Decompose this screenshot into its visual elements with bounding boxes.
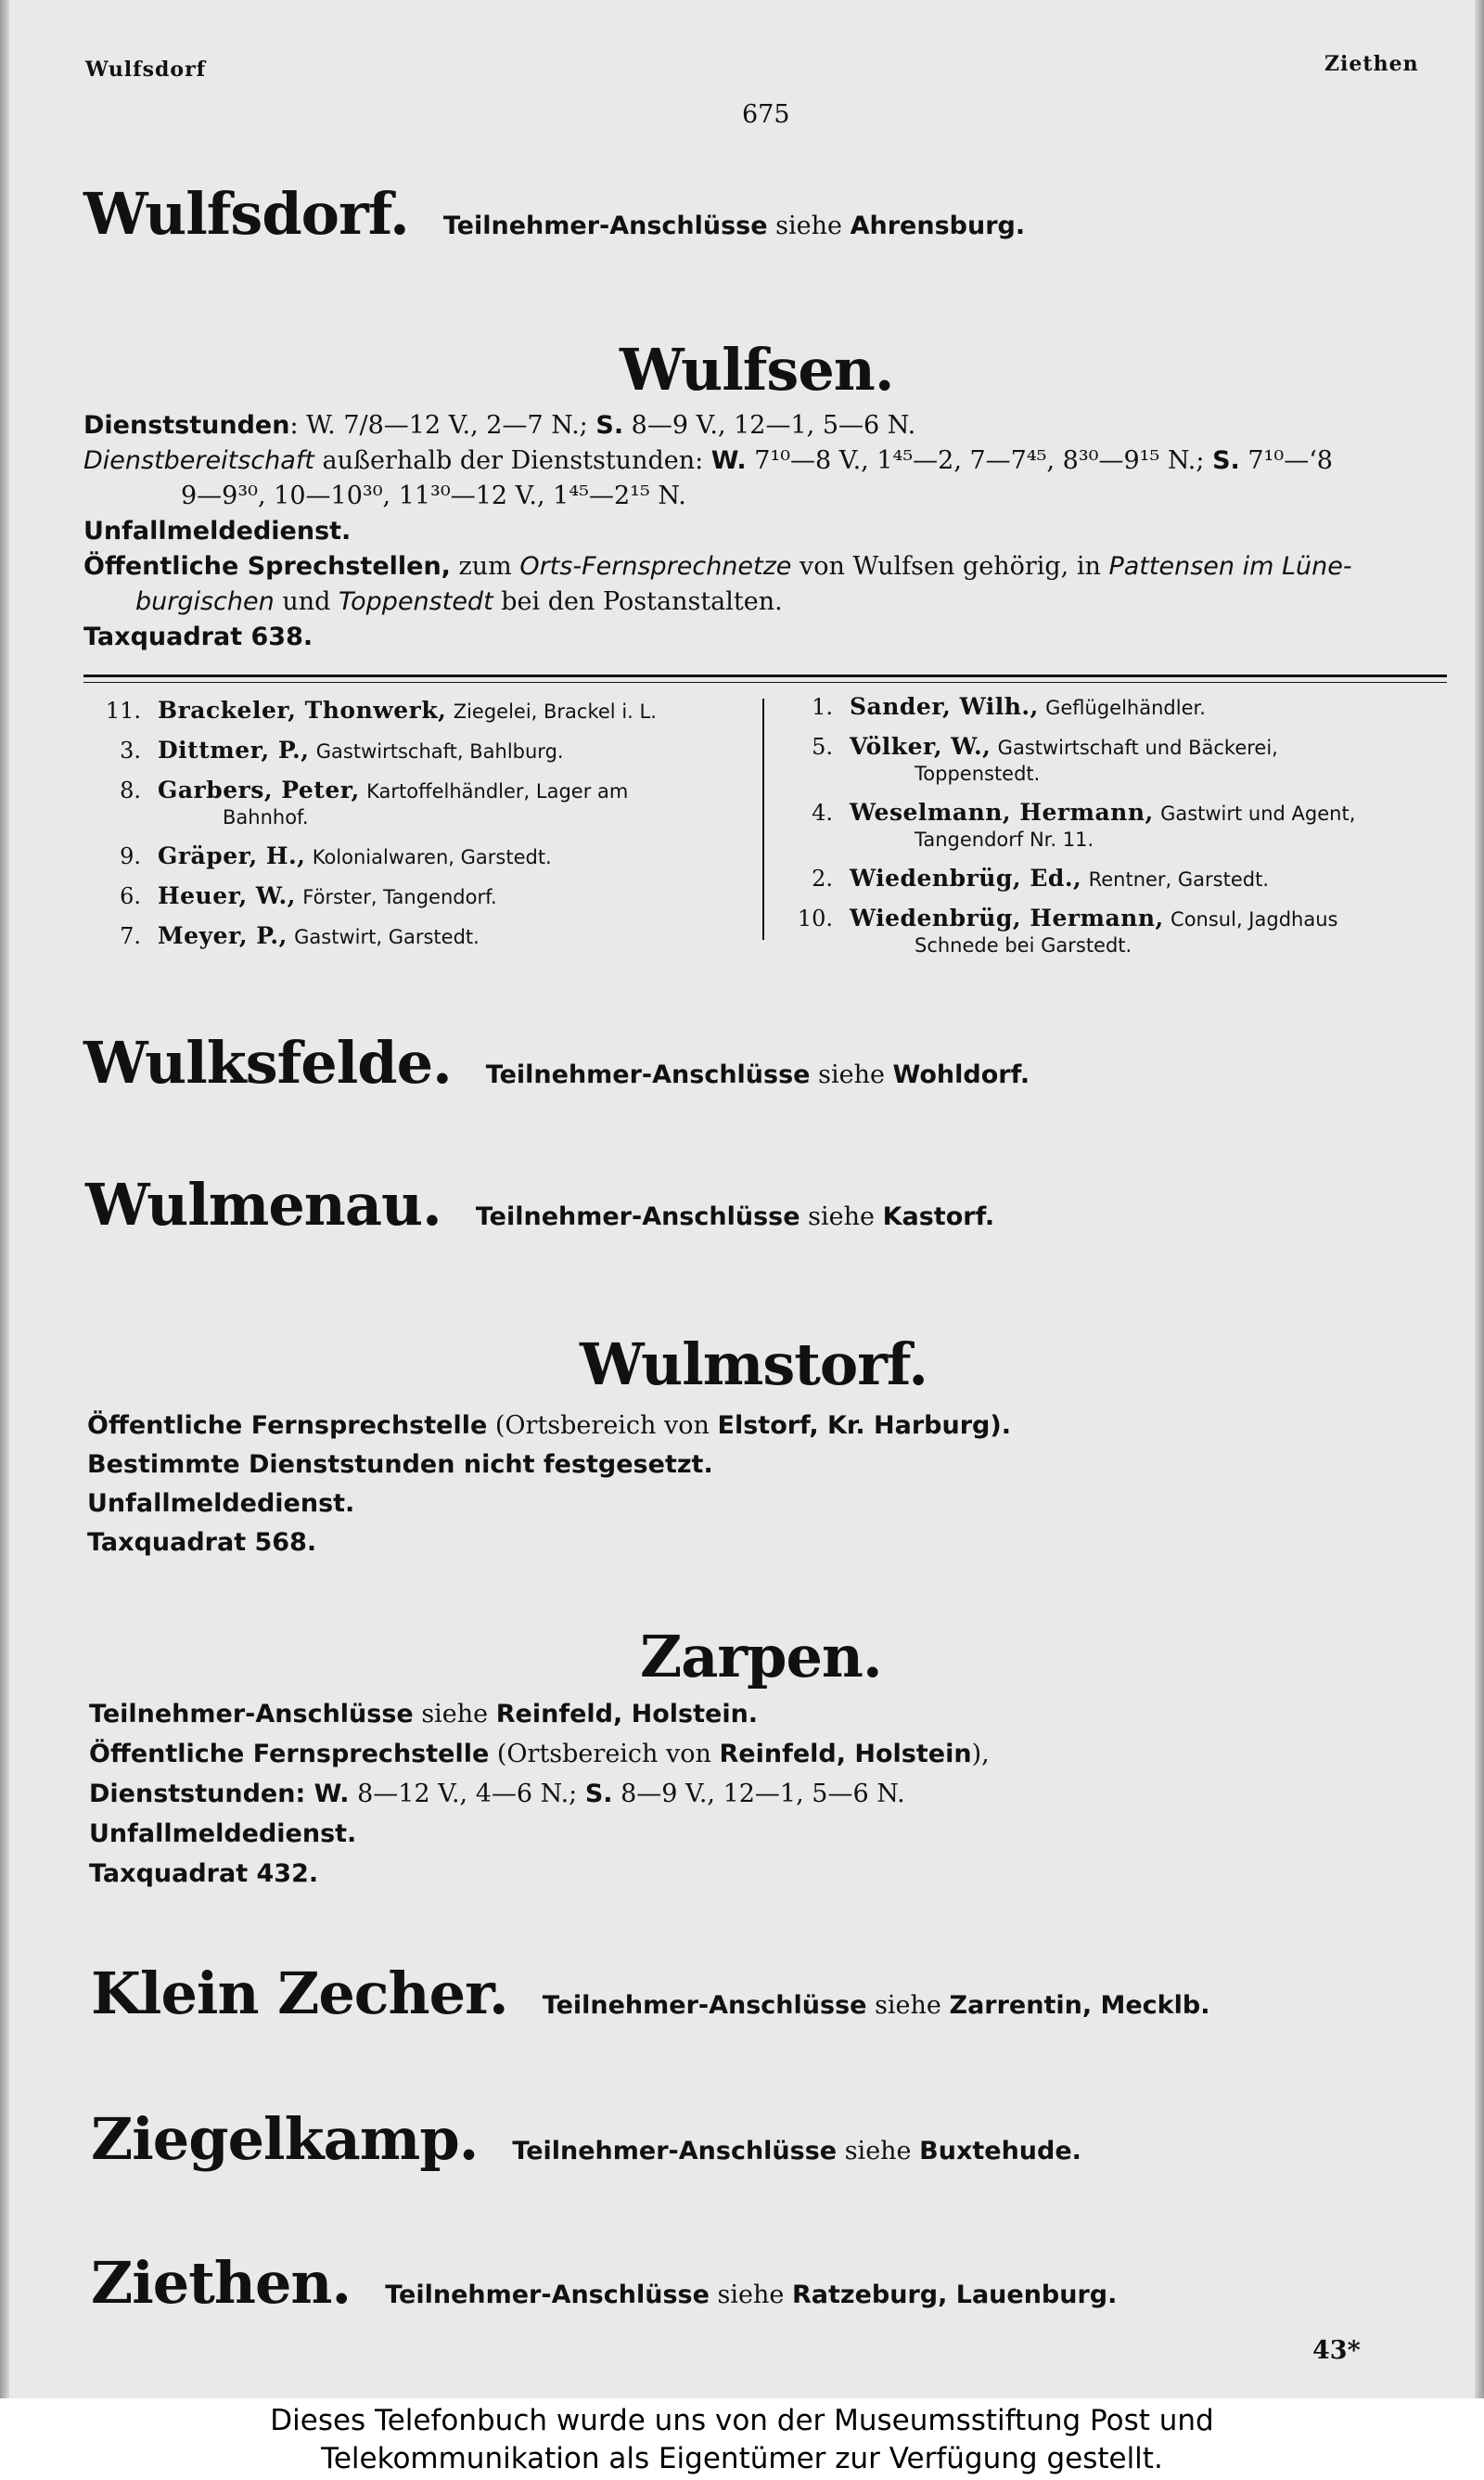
town-name: Ziethen. — [91, 2249, 352, 2317]
subscriber-entry — [83, 843, 751, 870]
town-name-wulmstorf: Wulmstorf. — [580, 1330, 928, 1398]
subscriber-entry — [775, 906, 1452, 958]
subscriber-name: Heuer, W., — [158, 882, 296, 909]
page-edge-left — [0, 0, 9, 2398]
subscriber-number: 3. — [120, 738, 141, 764]
subscriber-number: 8. — [120, 777, 141, 803]
town-name: Wulksfelde. — [83, 1029, 452, 1097]
subscriber-number: 9. — [120, 843, 141, 869]
footer-line-2: Telekommunikation als Eigentümer zur Verfügung gestellt. — [321, 2442, 1163, 2475]
subscriber-entry — [775, 866, 1452, 893]
zarpen-info: Teilnehmer-Anschlüsse siehe Reinfeld, Holstein. Öffentliche Fernsprechstelle (Ortsbereich von Reinfeld, Holstein), Dienststunden: W. 8—12 V., 4—6 N.; S. 8—9 V., 12—1, 5—6 N. Unfallmeldedienst. Taxquadrat 432. — [89, 1700, 990, 1888]
entry-wulmenau — [85, 1171, 995, 1239]
subscriber-description-cont: Schnede bei Garstedt. — [915, 934, 1132, 957]
subscriber-name: Weselmann, Hermann, — [850, 799, 1154, 826]
running-header-right: Ziethen — [1324, 52, 1419, 76]
subscriber-list-left — [83, 698, 751, 963]
subscriber-number: 7. — [120, 923, 141, 949]
entry-wulfsdorf — [83, 180, 1026, 248]
subscriber-entry — [83, 738, 751, 765]
entry-ziethen — [91, 2249, 1118, 2317]
subscriber-description: Ziegelei, Brackel i. L. — [453, 700, 657, 723]
subscriber-name: Dittmer, P., — [158, 737, 310, 764]
subscriber-entry — [83, 698, 751, 725]
entry-ziegelkamp — [91, 2105, 1081, 2173]
subscriber-description: Rentner, Garstedt. — [1088, 868, 1270, 891]
divider-rule-thin — [83, 682, 1447, 683]
town-name: Wulmenau. — [85, 1171, 441, 1239]
subscriber-description: Kartoffelhändler, Lager am — [366, 780, 629, 803]
page-edge-right — [1475, 0, 1484, 2398]
subscriber-entry — [775, 734, 1452, 787]
footer-notice — [0, 2398, 1484, 2480]
reference: Teilnehmer-Anschlüsse siehe Ahrensburg. — [442, 212, 1026, 240]
town-name-zarpen: Zarpen. — [640, 1623, 882, 1690]
subscriber-description: Gastwirtschaft, Bahlburg. — [315, 740, 564, 763]
wulfsen-info: Dienststunden: W. 7/8—12 V., 2—7 N.; S. 8—9 V., 12—1, 5—6 N. Dienstbereitschaft außerhalb der Dienststunden: W. 7¹⁰—8 V., 1⁴⁵—2, 7—7⁴⁵, 8³⁰—9¹⁵ N.; S. 7¹⁰—‘8 9—9³⁰, 10—10³⁰, 11³⁰—12 V., 1⁴⁵—2¹⁵ N. Unfallmeldedienst. Öffentliche Sprechstellen, zum Orts-Fernsprechnetze von Wulfsen gehörig, in Pattensen im Lüne- burgischen und Toppenstedt bei den Postanstalten. Taxquadrat 638. — [83, 411, 1352, 651]
subscriber-name: Brackeler, Thonwerk, — [158, 697, 447, 724]
subscriber-description: Gastwirt, Garstedt. — [294, 926, 480, 948]
town-name: Ziegelkamp. — [91, 2105, 479, 2173]
subscriber-entry — [775, 800, 1452, 853]
subscriber-name: Wiedenbrüg, Hermann, — [850, 905, 1164, 932]
subscriber-name: Gräper, H., — [158, 842, 306, 869]
subscriber-description-cont: Bahnhof. — [223, 806, 309, 829]
subscriber-number: 1. — [812, 694, 833, 720]
subscriber-description: Kolonialwaren, Garstedt. — [312, 846, 552, 868]
subscriber-number: 11. — [105, 698, 141, 724]
page-number: 675 — [742, 100, 790, 129]
subscriber-description: Gastwirtschaft und Bäckerei, — [997, 737, 1278, 759]
subscriber-number: 10. — [797, 906, 833, 932]
subscriber-description-cont: Tangendorf Nr. 11. — [915, 829, 1094, 851]
town-name: Wulfsdorf. — [83, 180, 409, 248]
subscriber-entry — [83, 883, 751, 910]
subscriber-description-cont: Toppenstedt. — [915, 763, 1041, 785]
subscriber-description: Geflügelhändler. — [1045, 697, 1206, 719]
running-header-left: Wulfsdorf — [85, 58, 207, 82]
reference: Teilnehmer-Anschlüsse siehe Zarrentin, Mecklb. — [542, 1991, 1210, 2020]
signature-mark: 43* — [1312, 2336, 1361, 2365]
wulmstorf-info: Öffentliche Fernsprechstelle (Ortsbereich von Elstorf, Kr. Harburg). Bestimmte Dienststunden nicht festgesetzt. Unfallmeldedienst. Taxquadrat 568. — [87, 1411, 1011, 1557]
subscriber-name: Meyer, P., — [158, 922, 288, 949]
divider-rule — [83, 675, 1447, 677]
entry-wulksfelde — [83, 1029, 1030, 1097]
town-name-wulfsen: Wulfsen. — [620, 336, 894, 404]
reference: Teilnehmer-Anschlüsse siehe Wohldorf. — [485, 1060, 1030, 1089]
reference: Teilnehmer-Anschlüsse siehe Kastorf. — [475, 1202, 995, 1231]
reference: Teilnehmer-Anschlüsse siehe Ratzeburg, Lauenburg. — [385, 2281, 1118, 2309]
subscriber-list-right — [775, 694, 1452, 971]
town-name: Klein Zecher. — [91, 1960, 508, 2027]
subscriber-number: 6. — [120, 883, 141, 909]
subscriber-number: 5. — [812, 734, 833, 760]
subscriber-name: Sander, Wilh., — [850, 693, 1039, 720]
subscriber-name: Garbers, Peter, — [158, 777, 360, 803]
subscriber-entry — [775, 694, 1452, 721]
subscriber-name: Wiedenbrüg, Ed., — [850, 865, 1082, 892]
subscriber-description: Gastwirt und Agent, — [1160, 803, 1356, 825]
subscriber-number: 4. — [812, 800, 833, 826]
subscriber-entry — [83, 923, 751, 950]
subscriber-description: Consul, Jagdhaus — [1171, 908, 1338, 931]
subscriber-number: 2. — [812, 866, 833, 892]
footer-line-1: Dieses Telefonbuch wurde uns von der Museumsstiftung Post und — [270, 2404, 1214, 2437]
entry-klein-zecher — [91, 1960, 1210, 2027]
column-divider — [762, 699, 764, 940]
subscriber-entry — [83, 777, 751, 830]
reference: Teilnehmer-Anschlüsse siehe Buxtehude. — [512, 2137, 1081, 2165]
subscriber-name: Völker, W., — [850, 733, 991, 760]
subscriber-description: Förster, Tangendorf. — [302, 886, 497, 908]
